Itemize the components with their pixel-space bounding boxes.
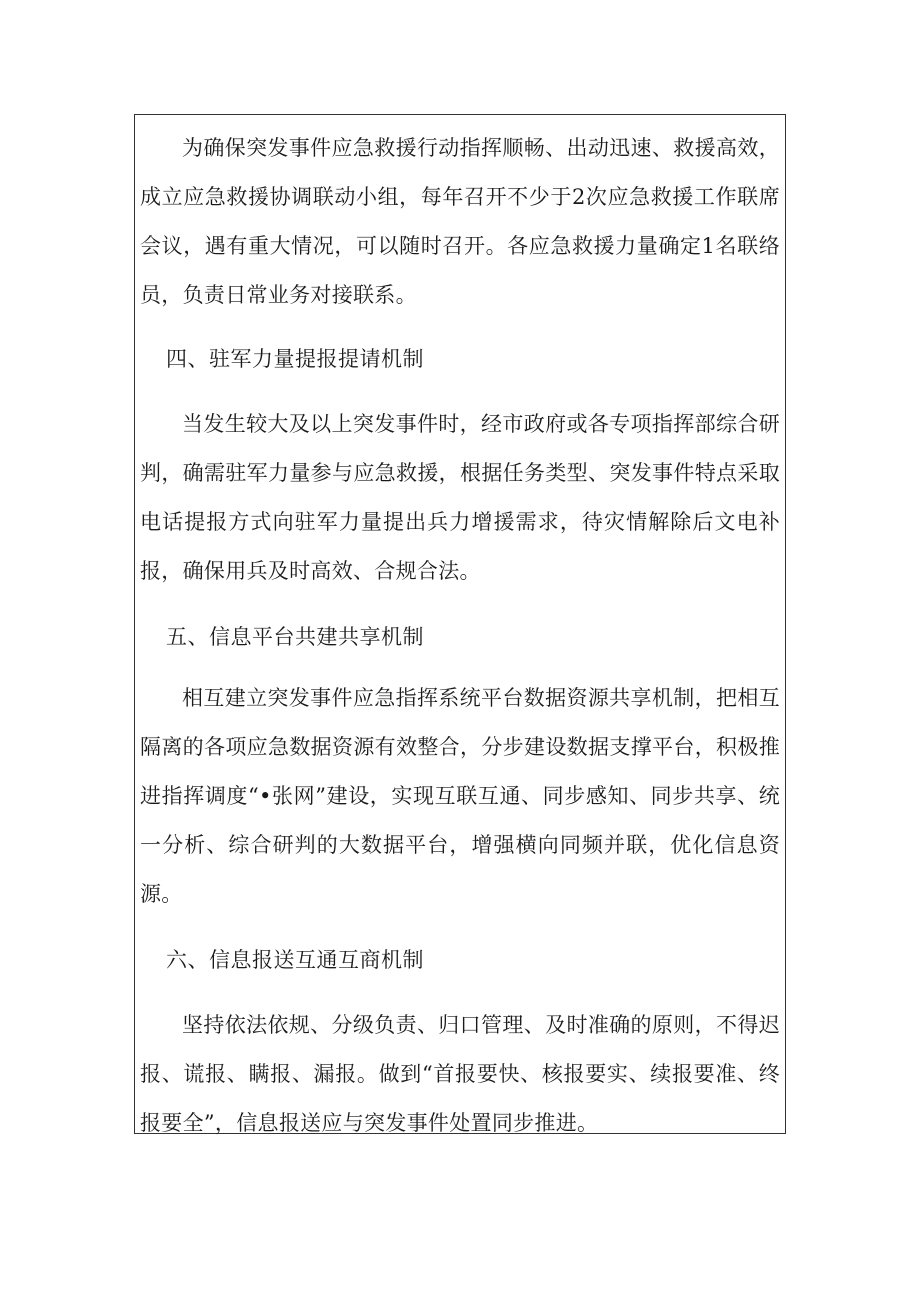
paragraph-coordination: 为确保突发事件应急救援行动指挥顺畅、出动迅速、救援高效，成立应急救援协调联动小组，每年召开不少于2次应急救援工作联席会议，遇有重大情况，可以随时召开。各应急救援力量确定1名联络员，负责日常业务对接联系。 (140, 136, 780, 307)
paragraph-info-platform: 相互建立突发事件应急指挥系统平台数据资源共享机制，把相互隔离的各项应急数据资源有效整合，分步建设数据支撑平台，积极推进指挥调度“•张网”建设，实现互联互通、同步感知、同步共享、统一分析、综合研判的大数据平台，增强横向同频并联，优化信息资源。 (140, 686, 780, 906)
paragraph-info-reporting: 坚持依法依规、分级负责、归口管理、及时准确的原则，不得迟报、谎报、瞒报、漏报。做到“首报要快、核报要实、续报要准、终报要全”，信息报送应与突发事件处置同步推进。 (140, 1013, 780, 1135)
heading-info-platform: 五、信息平台共建共享机制 (166, 625, 424, 649)
heading-info-reporting: 六、信息报送互通互商机制 (166, 948, 424, 972)
heading-military-reporting: 四、驻军力量提报提请机制 (166, 347, 424, 371)
paragraph-military-reporting: 当发生较大及以上突发事件时，经市政府或各专项指挥部综合研判，确需驻军力量参与应急救援，根据任务类型、突发事件特点采取电话提报方式向驻军力量提出兵力增援需求，待灾情解除后文电补报，确保用兵及时高效、合规合法。 (140, 412, 780, 583)
